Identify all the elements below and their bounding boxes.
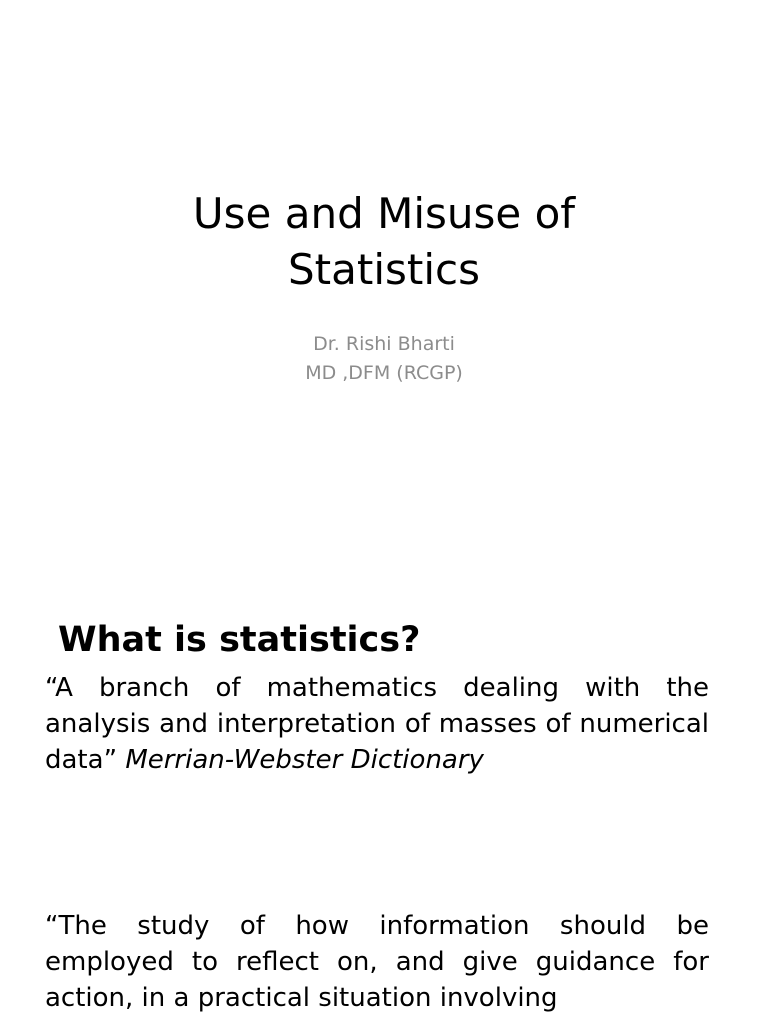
definition-quote-2: “The study of how information should be employed to reflect on, and give guidance for action, in a practical situation involving: [45, 911, 709, 1013]
author-name: Dr. Rishi Bharti: [313, 333, 455, 355]
slide-subtitle: [84, 330, 684, 388]
definition-paragraph-2: [45, 908, 709, 1016]
definition-paragraph-1: [45, 670, 709, 778]
slide-title-line-2: Statistics: [288, 245, 480, 294]
slide-title-line-1: Use and Misuse of: [192, 189, 576, 238]
slide-title: [84, 186, 684, 298]
slide-heading: What is statistics?: [58, 620, 421, 660]
author-credentials: MD ,DFM (RCGP): [305, 362, 463, 384]
content-slide: [0, 580, 768, 1024]
definition-quote-1: “A branch of mathematics dealing with the analysis and interpretation of masses of numerical data”: [45, 673, 709, 775]
definition-source-1: Merrian-Webster Dictionary: [125, 745, 484, 775]
